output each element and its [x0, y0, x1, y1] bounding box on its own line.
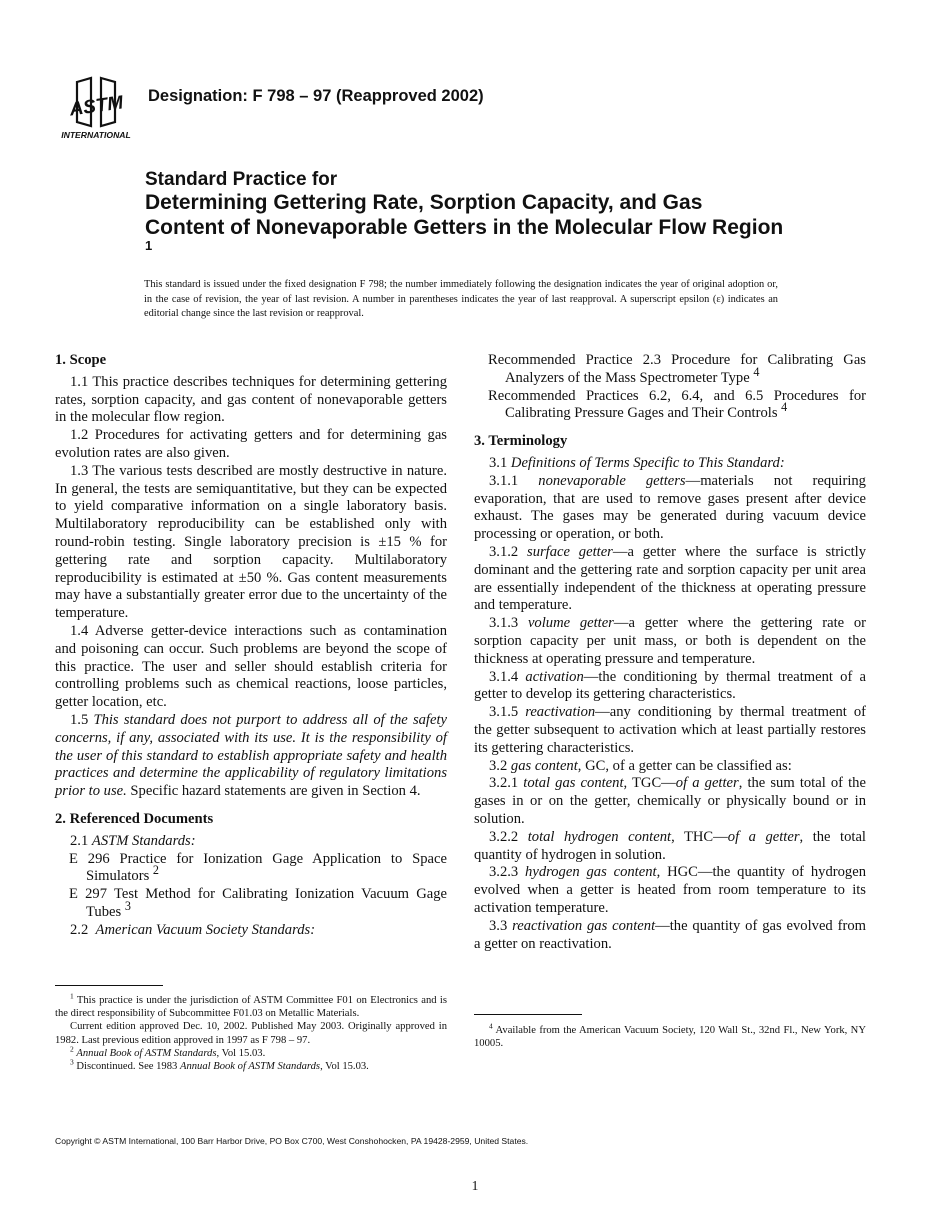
def-3-2-2-mid: , THC— [671, 828, 728, 845]
designation: Designation: F 798 – 97 (Reapproved 2002) [148, 87, 484, 105]
para-3-1-num: 3.1 [489, 454, 508, 471]
footnote-2-title: Annual Book of ASTM Standards [76, 1047, 217, 1059]
para-3-3 [474, 918, 866, 954]
def-3-1-4-term: activation [525, 668, 584, 685]
def-3-1-3 [474, 615, 866, 668]
footnote-3-tail: , Vol 15.03. [320, 1061, 369, 1073]
def-3-1-3-text: —a getter where the gettering rate or sorption capacity per unit mass, or both is dependent on the thickness at operating pressure and temperature. [474, 615, 866, 667]
para-3-3-term: reactivation gas content [512, 917, 656, 934]
para-2-2-num: 2.2 [70, 921, 89, 938]
terminology-heading: 3. Terminology [474, 433, 568, 450]
footnote-1-text: This practice is under the jurisdiction of ASTM Committee F01 on Electronics and is the direct responsibility of Subcommittee F01.03 on Metallic Materials. [55, 995, 447, 1020]
para-2-1-title: ASTM Standards: [91, 832, 196, 849]
def-3-2-1-term: total gas content [523, 775, 624, 792]
para-1-5-num: 1.5 [70, 711, 89, 728]
ref-e296-text: E 296 Practice for Ionization Gage Application to Space Simulators [69, 850, 447, 885]
def-3-1-5 [474, 704, 866, 757]
def-3-2-2-of: of a getter [727, 828, 800, 845]
def-3-2-1-text: , the sum total of the gases in or on the getter, chemically or physically bound or in solution. [474, 775, 866, 827]
footnote-4-ref: 4 [489, 1021, 493, 1031]
def-3-1-5-term: reactivation [525, 704, 596, 721]
left-column [55, 352, 447, 940]
para-2-2-title: American Vacuum Society Standards: [95, 921, 316, 938]
def-3-1-4-num: 3.1.4 [489, 668, 519, 685]
def-3-1-1 [474, 473, 866, 544]
astm-logo [55, 74, 137, 142]
footnotes-left [55, 985, 447, 1073]
ref-e297-text: E 297 Test Method for Calibrating Ionization Vacuum Gage Tubes [69, 886, 447, 920]
ref-rp6-text: Recommended Practices 6.2, 6.4, and 6.5 Procedures for Calibrating Pressure Gages and Their Controls [488, 387, 866, 422]
scope-heading: 1. Scope [55, 352, 107, 368]
page-number: 1 [471, 1178, 479, 1193]
para-3-2-num: 3.2 [489, 757, 508, 774]
def-3-1-3-num: 3.1.3 [489, 615, 519, 632]
footnote-3-title: Annual Book of ASTM Standards [179, 1061, 321, 1073]
document-title [145, 191, 785, 265]
footnote-3 [55, 1057, 447, 1073]
footnote-1 [55, 991, 447, 1020]
para-1-2: 1.2 Procedures for activating getters and for determining gas evolution rates are also given. [55, 427, 447, 461]
title-line1: Standard Practice for [145, 169, 338, 190]
preamble: This standard is issued under the fixed designation F 798; the number immediately following the designation indicates the year of original adoption or, in the case of revision, the year of last revision. A number in parentheses indicates the year of last reapproval. A superscript epsilon (ε) indicates an editorial change since the last revision or reapproval. [144, 279, 778, 319]
def-3-1-1-text: —materials not requiring evaporation, that are used to remove gases present after device exhaust. The gases may be generated during vacuum device processing or operation, or both. [474, 472, 866, 543]
footnotes-right [474, 1014, 866, 1050]
para-3-2-text: , GC, of a getter can be classified as: [577, 757, 792, 774]
def-3-1-1-num: 3.1.1 [489, 472, 519, 489]
footnote-2-tail: , Vol 15.03. [216, 1047, 266, 1059]
logo-letters: ASTM [68, 92, 125, 121]
def-3-2-2-term: total hydrogen content [527, 828, 672, 845]
safety-caveat: This standard does not purport to address all of the safety concerns, if any, associated with its use. It is the responsibility of the user of this standard to establish appropriate safety and health practices and determine the applicability of regulatory limitations prior to use. [55, 711, 447, 800]
def-3-2-3-term: hydrogen gas content [525, 864, 657, 881]
ref-e296 [55, 851, 447, 887]
ref-rp23 [474, 352, 866, 388]
para-2-1 [55, 833, 447, 851]
ref-e297-footnote[interactable]: 3 [124, 899, 131, 914]
def-3-1-2-term: surface getter [527, 543, 613, 560]
para-1-5 [55, 712, 447, 801]
def-3-2-1 [474, 775, 866, 828]
para-2-2 [55, 922, 447, 940]
def-3-1-3-term: volume getter [527, 615, 614, 632]
logo-international: INTERNATIONAL [61, 130, 131, 140]
def-3-1-2 [474, 544, 866, 615]
footnote-4 [474, 1021, 866, 1050]
def-3-2-1-num: 3.2.1 [489, 775, 519, 792]
def-3-1-4-text: —the conditioning by thermal treatment of a getter to develop its gettering characteristics. [474, 668, 866, 703]
def-3-2-1-mid: , TGC— [623, 775, 676, 792]
def-3-1-2-num: 3.1.2 [489, 543, 519, 560]
para-3-3-num: 3.3 [489, 917, 508, 934]
copyright: Copyright © ASTM International, 100 Barr Harbor Drive, PO Box C700, West Conshohocken, PA 19428-2959, United States. [55, 1136, 529, 1146]
para-1-4: 1.4 Adverse getter-device interactions such as contamination and poisoning can occur. Such problems are beyond the scope of this practice. The user and seller should establish criteria for controlling problems such as chemical reactions, loose particles, getter location, etc. [55, 622, 447, 711]
footnote-2 [55, 1044, 447, 1060]
def-3-2-1-of: of a getter [675, 775, 739, 792]
def-3-2-3-num: 3.2.3 [489, 864, 519, 881]
def-3-1-5-num: 3.1.5 [489, 704, 519, 721]
ref-rp23-text: Recommended Practice 2.3 Procedure for Calibrating Gas Analyzers of the Mass Spectrometer Type [488, 352, 866, 386]
referenced-heading: 2. Referenced Documents [55, 810, 214, 827]
title-main-text: Determining Gettering Rate, Sorption Capacity, and Gas Content of Nonevaporable Getters in the Molecular Flow Region [145, 191, 784, 239]
def-3-2-3 [474, 864, 866, 917]
def-3-2-2-num: 3.2.2 [489, 828, 519, 845]
def-3-1-2-text: —a getter where the surface is strictly dominant and the gettering rate and sorption capacity per unit area are essentially independent of the thickness at operating pressure and temperature. [474, 543, 866, 614]
def-3-1-4 [474, 669, 866, 705]
ref-rp6 [474, 388, 866, 424]
ref-e297 [55, 886, 447, 922]
para-1-3: 1.3 The various tests described are mostly destructive in nature. In general, the tests are semiquantitative, but they can be expected to yield comparative information on a single laboratory basis. Multilaboratory reproducibility can be established only with round-robin testing. Single laboratory precision is ±15 % for gettering rate and sorption capacity. Multilaboratory reproducibility is estimated at ±50 %. Gas content measurements may have a substantially greater error due to the uncertainty of the temperature. [55, 462, 447, 622]
footnote-2-ref: 2 [70, 1044, 74, 1054]
def-3-1-5-text: —any conditioning by thermal treatment of the getter subsequent to activation which at least partially restores its gettering characteristics. [474, 704, 866, 756]
right-column [474, 352, 866, 953]
para-3-2-term: gas content [510, 757, 578, 774]
def-3-2-2 [474, 829, 866, 865]
footnote-1-ref: 1 [70, 991, 74, 1001]
footnote-4-text: Available from the American Vacuum Society, 120 Wall St., 32nd Fl., New York, NY 10005. [474, 1025, 866, 1050]
ref-e296-footnote[interactable]: 2 [152, 863, 159, 878]
para-1-1: 1.1 This practice describes techniques for determining gettering rates, sorption capacity, and gas content of nonevaporable getters in the molecular flow region. [55, 373, 447, 426]
ref-rp6-footnote[interactable]: 4 [781, 400, 788, 415]
para-3-1-title: Definitions of Terms Specific to This Standard: [510, 454, 785, 471]
title-block [145, 168, 785, 265]
def-3-2-3-text: , HGC—the quantity of hydrogen evolved when a getter is heated from room temperature to its activation temperature. [474, 864, 866, 916]
def-3-2-2-text: , the total quantity of hydrogen in solution. [474, 828, 866, 863]
def-3-1-1-term: nonevaporable getters [538, 472, 686, 489]
para-3-1 [474, 455, 866, 473]
para-3-3-text: —the quantity of gas evolved from a getter on reactivation. [474, 917, 866, 952]
para-2-1-num: 2.1 [70, 832, 89, 849]
ref-rp23-footnote[interactable]: 4 [753, 364, 760, 379]
para-3-2 [474, 758, 866, 776]
footnote-1-edition: Current edition approved Dec. 10, 2002. Published May 2003. Originally approved in 1982. Last previous edition approved in 1997 as F 798 – 97. [55, 1021, 447, 1046]
title-footnote-ref[interactable]: 1 [145, 238, 153, 253]
footnote-3-ref: 3 [70, 1057, 74, 1067]
footnote-3-pre: Discontinued. See 1983 [76, 1061, 180, 1073]
para-1-5-tail: Specific hazard statements are given in Section 4. [130, 783, 421, 800]
